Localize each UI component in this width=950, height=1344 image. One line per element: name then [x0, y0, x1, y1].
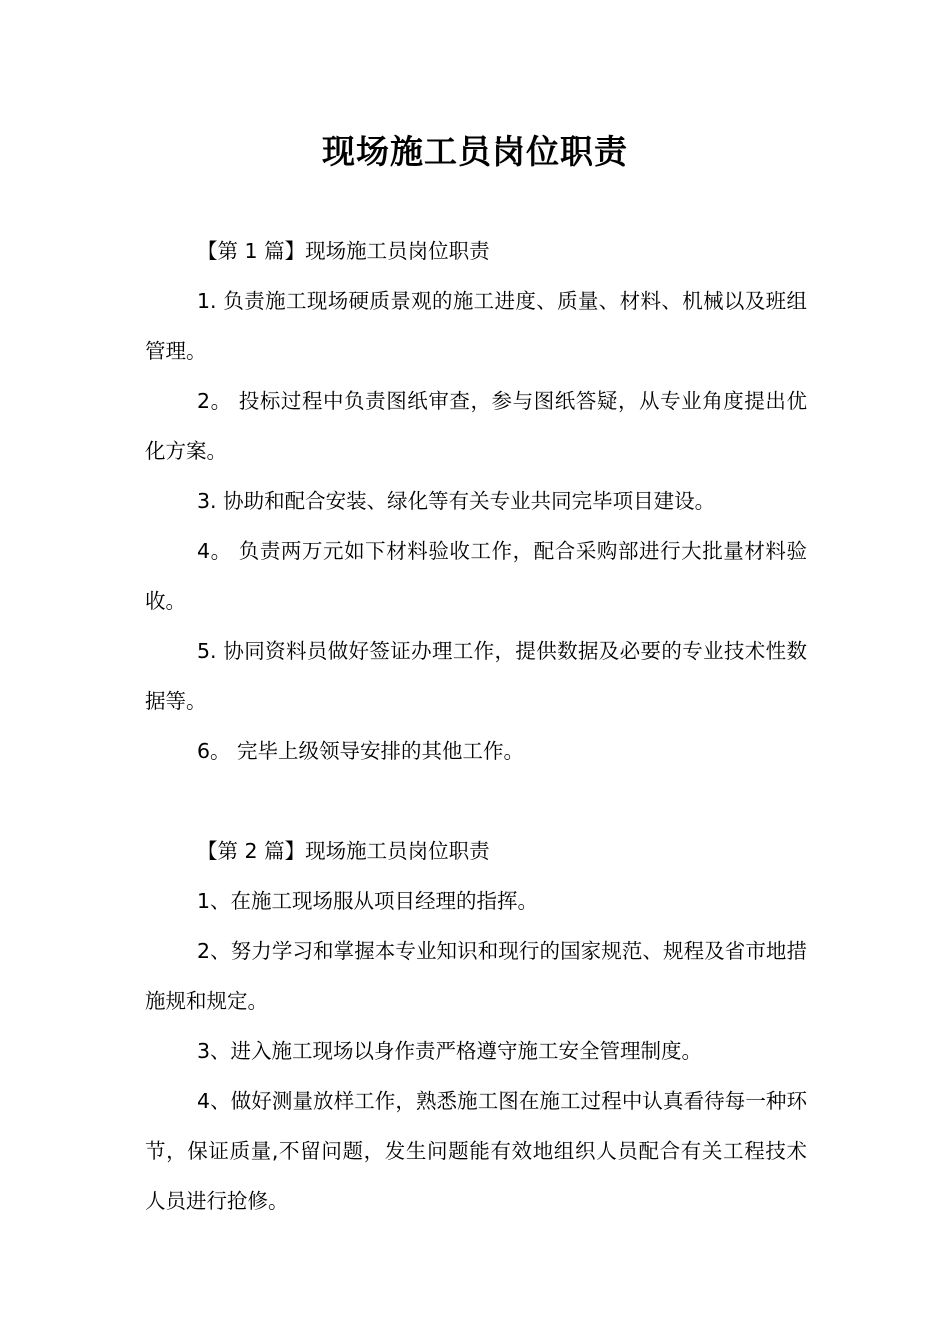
list-item: 6。 完毕上级领导安排的其他工作。: [197, 739, 525, 763]
list-item: 4、做好测量放样工作，熟悉施工图在施工过程中认真看待每一种环节，保证质量,不留问题，发生问题能有效地组织人员配合有关工程技术人员进行抢修。: [145, 1089, 807, 1213]
list-item: 1. 负责施工现场硬质景观的施工进度、质量、材料、机械以及班组管理。: [145, 289, 807, 363]
list-item: 1、在施工现场服从项目经理的指挥。: [197, 889, 539, 913]
list-item: 4。 负责两万元如下材料验收工作，配合采购部进行大批量材料验收。: [145, 539, 807, 613]
list-item: 3、进入施工现场以身作责严格遵守施工安全管理制度。: [197, 1039, 703, 1063]
list-item: 2。 投标过程中负责图纸审查，参与图纸答疑，从专业角度提出优化方案。: [145, 389, 807, 463]
section-heading: 【第 1 篇】现场施工员岗位职责: [197, 239, 490, 263]
list-item: 3. 协助和配合安装、绿化等有关专业共同完毕项目建设。: [197, 489, 716, 513]
document-body: [145, 226, 807, 1226]
section-1: [145, 226, 807, 776]
section-2: [145, 826, 807, 1226]
list-item: 2、努力学习和掌握本专业知识和现行的国家规范、规程及省市地措施规和规定。: [145, 939, 807, 1013]
page-title: 现场施工员岗位职责: [322, 132, 628, 171]
list-item: 5. 协同资料员做好签证办理工作，提供数据及必要的专业技术性数据等。: [145, 639, 807, 713]
section-heading: 【第 2 篇】现场施工员岗位职责: [197, 839, 490, 863]
